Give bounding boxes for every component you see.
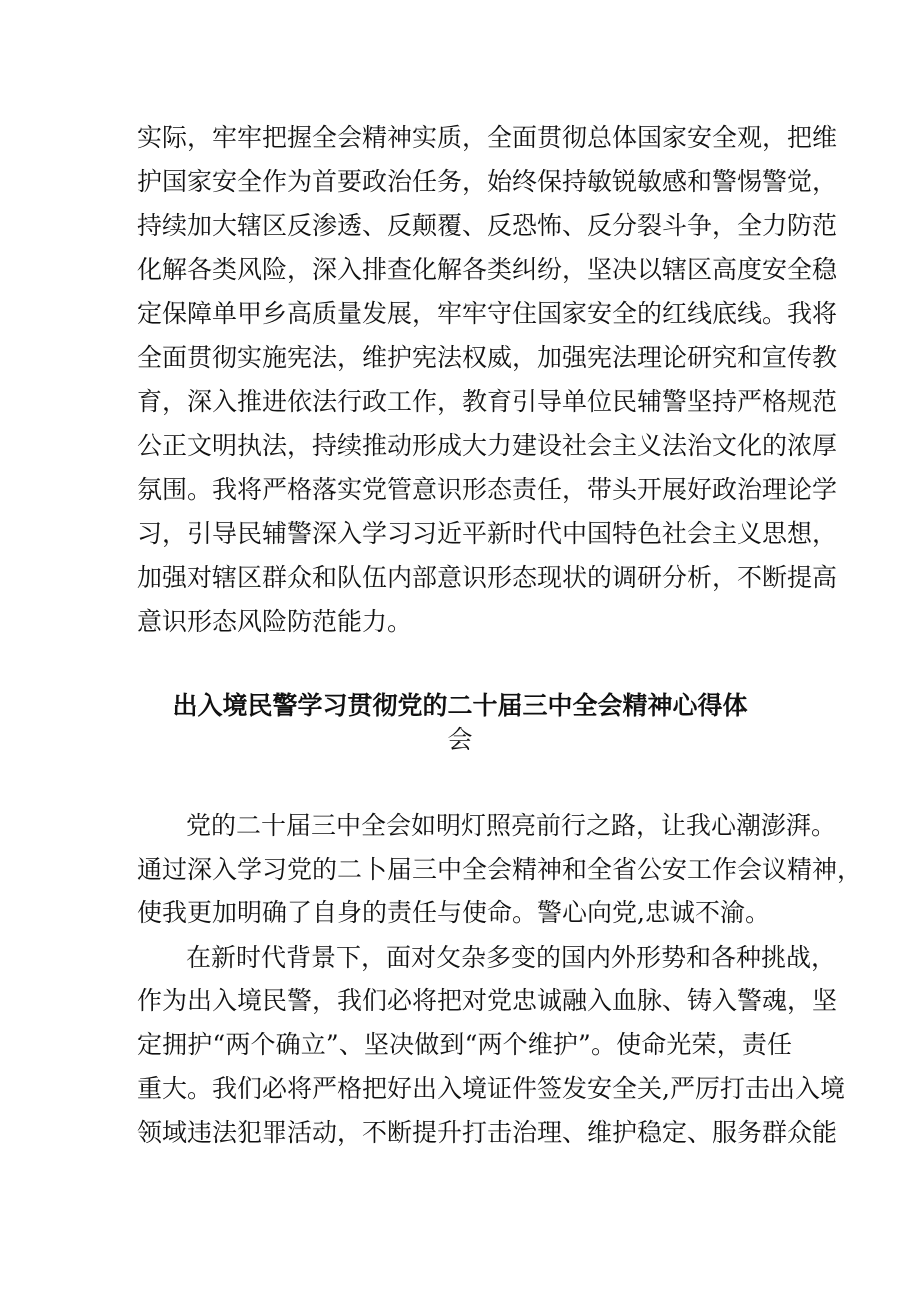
text-line: 育，深入推进依法行政工作，教育引导单位民辅警坚持严格规范	[137, 387, 838, 416]
text-line: 重大。我们必将严格把好出入境证件签发安全关,严厉打击出入境	[137, 1074, 845, 1103]
article-title: 出入境民警学习贯彻党的二十届三中全会精神心得体	[172, 691, 748, 720]
text-line: 习，引导民辅警深入学习习近平新时代中国特色社会主义思想，	[137, 519, 838, 548]
text-line: 党的二十届三中全会如明灯照亮前行之路，让我心潮澎湃。	[186, 811, 837, 840]
text-line: 全面贯彻实施宪法，维护宪法权威，加强宪法理论研究和宣传教	[137, 343, 838, 372]
text-line: 在新时代背景下，面对攵杂多变的国内外形势和各种挑战，	[186, 943, 837, 972]
text-line: 使我更加明确了自身的责任与使命。警心向党,忠诚不渝。	[137, 898, 770, 927]
text-line: 意识形态风险防范能力。	[137, 607, 413, 636]
text-line: 持续加大辖区反渗透、反颠覆、反恐怖、反分裂斗争，全力防范	[137, 211, 838, 240]
text-line: 化解各类风险，深入排查化解各类纠纷，坚决以辖区高度安全稳	[137, 255, 838, 284]
article-title-continuation: 会	[447, 725, 473, 754]
text-line: 作为出入境民警，我们必将把对党忠诚融入血脉、铸入警魂，坚	[137, 986, 838, 1015]
text-line: 实际，牢牢把握全会精神实质，全面贯彻总体国家安全观，把维	[137, 123, 838, 152]
text-line: 通过深入学习党的二卜届三中全会精神和全省公安工作会议精神，	[137, 855, 863, 884]
text-line: 护国家安全作为首要政治任务，始终保持敏锐敏感和警惕警觉，	[137, 167, 838, 196]
text-line: 定保障单甲乡高质量发展，牢牢守住国家安全的红线底线。我将	[137, 299, 838, 328]
text-line: 加强对辖区群众和队伍内部意识形态现状的调研分析，不断提高	[137, 563, 838, 592]
text-line: 领域违法犯罪活动，不断提升打击治理、维护稳定、服务群众能	[137, 1118, 838, 1147]
text-line: 定拥护“两个确立”、坚决做到“两个维护”。使命光荣，责任	[137, 1030, 792, 1059]
text-line: 公正文明执法，持续推动形成大力建设社会主义法治文化的浓厚	[137, 431, 838, 460]
text-line: 氛围。我将严格落实党管意识形态责任，带头开展好政治理论学	[137, 475, 838, 504]
